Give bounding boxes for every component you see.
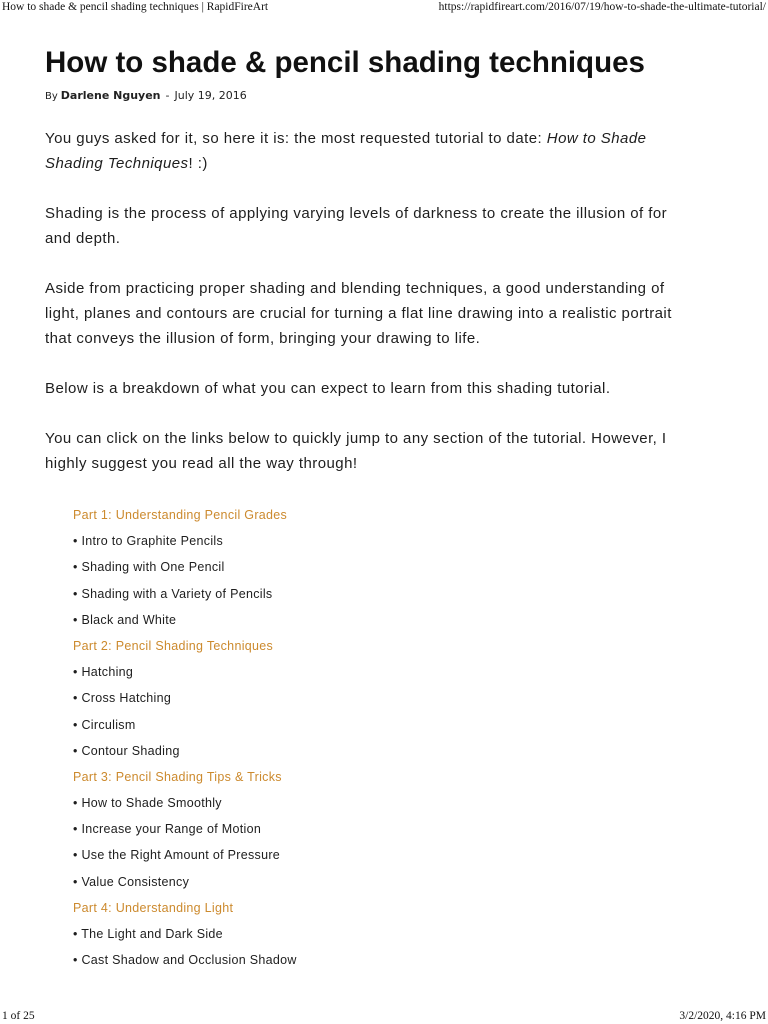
intro-line-2 bbox=[45, 151, 735, 176]
page-counter: 1 of 25 bbox=[2, 1010, 35, 1022]
toc-item[interactable]: • Intro to Graphite Pencils bbox=[73, 534, 224, 549]
toc-item[interactable]: • Contour Shading bbox=[73, 743, 180, 758]
toc-item[interactable]: • How to Shade Smoothly bbox=[73, 796, 222, 811]
breakdown-paragraph bbox=[45, 376, 735, 401]
jump-links-paragraph bbox=[45, 426, 735, 476]
article-title: How to shade & pencil shading techniques bbox=[45, 46, 645, 79]
toc-item[interactable]: • The Light and Dark Side bbox=[73, 927, 223, 941]
toc-link-part-1[interactable]: Part 1: Understanding Pencil Grades bbox=[73, 508, 288, 522]
intro-text-1: You guys asked for it, so here it is: the most requested tutorial to date: bbox=[45, 130, 547, 147]
toc-item[interactable]: • Use the Right Amount of Pressure bbox=[73, 848, 281, 863]
toc-item[interactable]: • Circulism bbox=[73, 717, 136, 732]
article bbox=[45, 44, 735, 501]
paragraph-line: that conveys the illusion of form, bringing your drawing to life. bbox=[45, 330, 481, 347]
toc-item[interactable]: • Shading with a Variety of Pencils bbox=[73, 586, 273, 601]
byline-separator: - bbox=[165, 89, 170, 102]
toc-link-part-2[interactable]: Part 2: Pencil Shading Techniques bbox=[73, 638, 274, 653]
author-link[interactable]: Darlene Nguyen bbox=[60, 89, 161, 102]
print-datetime: 3/2/2020, 4:16 PM bbox=[679, 1010, 766, 1022]
shading-definition-paragraph bbox=[45, 201, 735, 251]
table-of-contents bbox=[73, 502, 297, 973]
intro-emphasis-2: Shading Techniques bbox=[45, 155, 189, 172]
paragraph-line: highly suggest you read all the way through! bbox=[45, 455, 358, 472]
intro-text-2: ! :) bbox=[188, 155, 208, 172]
toc-item[interactable]: • Increase your Range of Motion bbox=[73, 822, 262, 837]
byline-prefix: By bbox=[45, 91, 58, 102]
publish-date: July 19, 2016 bbox=[174, 89, 247, 102]
paragraph-line: light, planes and contours are crucial for turning a flat line drawing into a realistic portrait bbox=[45, 305, 672, 322]
toc-link-part-4[interactable]: Part 4: Understanding Light bbox=[73, 900, 234, 915]
toc-item[interactable]: • Shading with One Pencil bbox=[73, 560, 225, 575]
print-header bbox=[0, 0, 768, 16]
paragraph-line: and depth. bbox=[45, 230, 121, 247]
byline bbox=[45, 89, 735, 105]
intro-line-1 bbox=[45, 126, 735, 151]
techniques-paragraph bbox=[45, 276, 735, 351]
paragraph-line: You can click on the links below to quickly jump to any section of the tutorial. However, I bbox=[45, 430, 667, 447]
toc-item[interactable]: • Cross Hatching bbox=[73, 691, 172, 706]
paragraph-line: Shading is the process of applying varying levels of darkness to create the illusion of for bbox=[45, 205, 668, 222]
toc-item[interactable]: • Cast Shadow and Occlusion Shadow bbox=[73, 953, 297, 968]
toc-item[interactable]: • Hatching bbox=[73, 665, 134, 680]
toc-item[interactable]: • Value Consistency bbox=[73, 874, 190, 889]
paragraph-line: Below is a breakdown of what you can expect to learn from this shading tutorial. bbox=[45, 380, 611, 397]
print-header-url: https://rapidfireart.com/2016/07/19/how-to-shade-the-ultimate-tutorial/ bbox=[438, 1, 766, 13]
toc-item[interactable]: • Black and White bbox=[73, 612, 177, 627]
intro-paragraph bbox=[45, 126, 735, 176]
paragraph-line: Aside from practicing proper shading and blending techniques, a good understanding of bbox=[45, 280, 665, 297]
toc-link-part-3[interactable]: Part 3: Pencil Shading Tips & Tricks bbox=[73, 769, 282, 784]
print-footer bbox=[0, 1008, 768, 1024]
intro-emphasis-1: How to Shade bbox=[546, 130, 647, 147]
print-header-title: How to shade & pencil shading techniques | RapidFireArt bbox=[2, 1, 269, 13]
